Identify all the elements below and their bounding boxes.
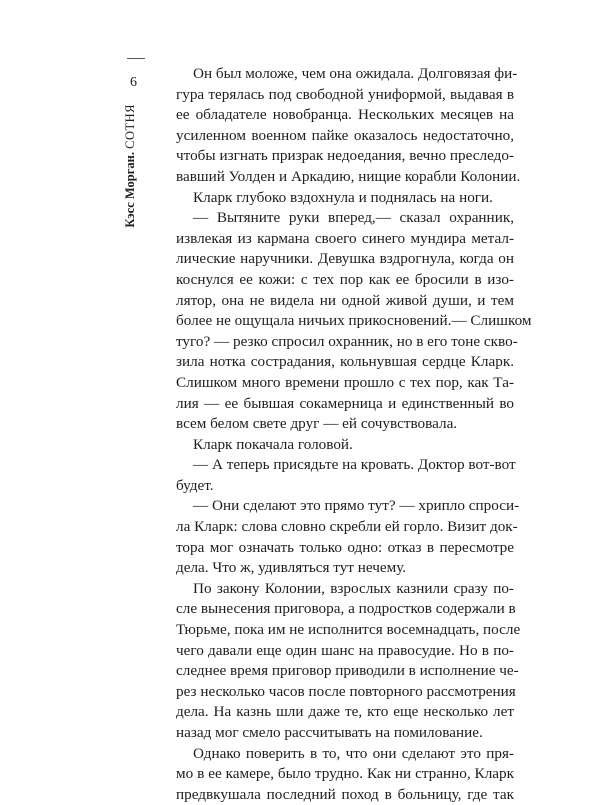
text-line: Кларк глубоко вздохнула и поднялась на ноги. (193, 188, 493, 206)
text-line: лия — ее бывшая сокамерница и единственный во (176, 394, 514, 412)
margin-rule (127, 58, 145, 59)
text-line: — Они сделают это прямо тут? — хрипло спроси- (193, 497, 520, 515)
text-line: ее обладателе новобранца. Нескольких месяцев на (176, 106, 514, 124)
text-line: гура терялась под свободной униформой, выдавая в (176, 85, 514, 103)
text-line: чтобы изгнать призрак недоедания, вечно преследо- (176, 147, 514, 165)
text-line: По закону Колонии, взрослых казнили сразу по- (193, 579, 514, 597)
text-line: предвкушала последний поход в больницу, где так (176, 785, 514, 803)
text-line: мо в ее камере, было трудно. Как ни странно, Кларк (176, 765, 514, 783)
text-line: лятор, она не видела ни одной живой души, и тем (176, 291, 514, 309)
text-line: тора мог означать только одно: отказ в пересмотре (176, 538, 514, 556)
text-line: назад мог смело рассчитывать на помилование. (176, 724, 483, 741)
text-line: извлекая из кармана своего синего мундира метал- (176, 229, 514, 247)
page-number: 6 (130, 75, 137, 90)
text-line: сле вынесения приговора, а подростков содержали в (176, 600, 516, 618)
text-line: рез несколько часов после повторного рассмотрения (176, 682, 516, 700)
text-line: усиленном военном пайке оказалось недостаточно, (176, 126, 514, 144)
text-line: вавший Уолден и Аркадию, нищие корабли Колонии. (176, 167, 521, 185)
text-line: лические наручники. Девушка вздрогнула, когда он (176, 250, 514, 268)
text-line: дела. Что ж, удивляться тут нечему. (176, 559, 407, 577)
text-line: чего давали еще один шанс на правосудие. Но в по- (176, 641, 514, 659)
text-line: коснулся ее кожи: с тех пор как ее бросили в изо- (176, 270, 514, 288)
text-line: будет. (176, 476, 214, 494)
text-line: туго? — резко спросил охранник, но в его тоне сквo- (176, 332, 518, 350)
running-head-author: Кэсс Морган. (123, 152, 137, 228)
running-head (123, 104, 137, 228)
text-line: Слишком много времени прошло с тех пор, как Та- (176, 373, 514, 391)
running-head-title: СОТНЯ (123, 104, 137, 149)
text-line: ла Кларк: слова словно скребли ей горло. Визит док- (176, 518, 518, 536)
text-line: более не ощущала ничьих прикосновений.— Слишком (176, 312, 532, 330)
text-line: Он был моложе, чем она ожидала. Долговязая фи- (193, 65, 518, 82)
text-line: Однако поверить в то, что они сделают это пря- (193, 744, 514, 762)
text-line: всем белом свете друг — ей сочувствовала. (176, 415, 458, 433)
text-line: дела. На казнь шли даже те, кто еще несколько лет (176, 703, 514, 721)
text-line: Кларк покачала головой. (193, 435, 353, 453)
text-line: следнее время приговор приводили в исполнение че- (176, 662, 519, 680)
text-line: — Вытяните руки вперед,— сказал охранник, (193, 209, 514, 227)
text-line: Тюрьме, пока им не исполнится восемнадцать, после (176, 621, 521, 639)
body-text (176, 64, 532, 805)
text-line: — А теперь присядьте на кровать. Доктор вот-вот (193, 456, 516, 474)
text-line: зила нотка сострадания, кольнувшая сердце Кларк. (176, 353, 514, 371)
